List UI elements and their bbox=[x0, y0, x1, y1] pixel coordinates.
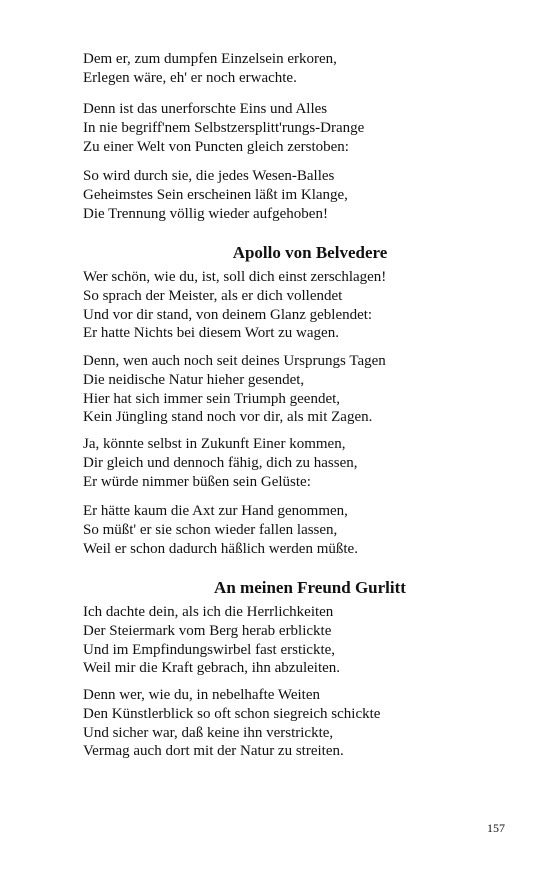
verse-line: Kein Jüngling stand noch vor dir, als mit Zagen. bbox=[83, 409, 373, 426]
verse-line: Denn, wen auch noch seit deines Ursprungs Tagen bbox=[83, 353, 386, 369]
verse-line: Und vor dir stand, von deinem Glanz geblendet: bbox=[83, 306, 373, 323]
verse-line: Er würde nimmer büßen sein Gelüste: bbox=[83, 473, 311, 490]
verse-line: Die Trennung völlig wieder aufgehoben! bbox=[83, 205, 328, 222]
verse-line: So müßt' er sie schon wieder fallen lassen, bbox=[83, 521, 338, 538]
poem-gurlitt-stanza-1 bbox=[83, 603, 483, 678]
verse-line: In nie begriff'nem Selbstzersplitt'rungs-Drange bbox=[83, 119, 365, 136]
verse-line: Denn ist das unerforschte Eins und Alles bbox=[83, 101, 328, 117]
poem-continuation-stanza-3 bbox=[83, 167, 483, 223]
verse-line: Dir gleich und dennoch fähig, dich zu hassen, bbox=[83, 454, 358, 471]
poem-title: An meinen Freund Gurlitt bbox=[214, 578, 406, 597]
verse-line: Zu einer Welt von Puncten gleich zerstoben: bbox=[83, 138, 349, 155]
stanza bbox=[83, 435, 483, 491]
stanza bbox=[83, 352, 483, 427]
verse-line: So sprach der Meister, als er dich vollendet bbox=[83, 287, 343, 304]
verse-line: Ja, könnte selbst in Zukunft Einer kommen, bbox=[83, 436, 346, 452]
verse-line: Dem er, zum dumpfen Einzelsein erkoren, bbox=[83, 51, 337, 67]
verse-line: Und sicher war, daß keine ihn verstrickte, bbox=[83, 724, 334, 741]
stanza bbox=[83, 268, 483, 343]
poem-continuation-stanza-2 bbox=[83, 100, 483, 156]
poem-gurlitt-stanza-2 bbox=[83, 686, 483, 761]
stanza bbox=[83, 686, 483, 761]
verse-line: Den Künstlerblick so oft schon siegreich schickte bbox=[83, 705, 381, 722]
poem-title: Apollo von Belvedere bbox=[232, 243, 388, 262]
stanza bbox=[83, 502, 483, 558]
verse-line: Ich dachte dein, als ich die Herrlichkeiten bbox=[83, 604, 334, 620]
verse-line: Geheimstes Sein erscheinen läßt im Klange, bbox=[83, 186, 348, 203]
verse-line: Er hätte kaum die Axt zur Hand genommen, bbox=[83, 503, 348, 519]
verse-line: Er hatte Nichts bei diesem Wort zu wagen. bbox=[83, 325, 339, 342]
poem-apollo-stanza-4 bbox=[83, 502, 483, 558]
verse-line: Weil er schon dadurch häßlich werden müßte. bbox=[83, 540, 358, 557]
verse-line: Denn wer, wie du, in nebelhafte Weiten bbox=[83, 687, 320, 703]
verse-line: Hier hat sich immer sein Triumph geendet, bbox=[83, 390, 341, 407]
poem-continuation bbox=[83, 50, 483, 88]
verse-line: Und im Empfindungswirbel fast erstickte, bbox=[83, 641, 336, 658]
verse-line: Erlegen wäre, eh' er noch erwachte. bbox=[83, 69, 297, 86]
verse-line: Wer schön, wie du, ist, soll dich einst zerschlagen! bbox=[83, 269, 387, 285]
poem-apollo-stanza-2 bbox=[83, 352, 483, 427]
verse-line: Der Steiermark vom Berg herab erblickte bbox=[83, 622, 332, 639]
page-number: 157 bbox=[487, 821, 505, 835]
verse-line: Vermag auch dort mit der Natur zu streiten. bbox=[83, 743, 344, 760]
poem-apollo-stanza-1 bbox=[83, 268, 483, 343]
verse-line: Weil mir die Kraft gebrach, ihn abzuleiten. bbox=[83, 660, 341, 677]
verse-line: Die neidische Natur hieher gesendet, bbox=[83, 371, 305, 388]
stanza bbox=[83, 100, 483, 156]
verse-line: So wird durch sie, die jedes Wesen-Balles bbox=[83, 168, 335, 184]
stanza bbox=[83, 167, 483, 223]
stanza bbox=[83, 50, 483, 88]
poem-apollo-stanza-3 bbox=[83, 435, 483, 491]
stanza bbox=[83, 603, 483, 678]
